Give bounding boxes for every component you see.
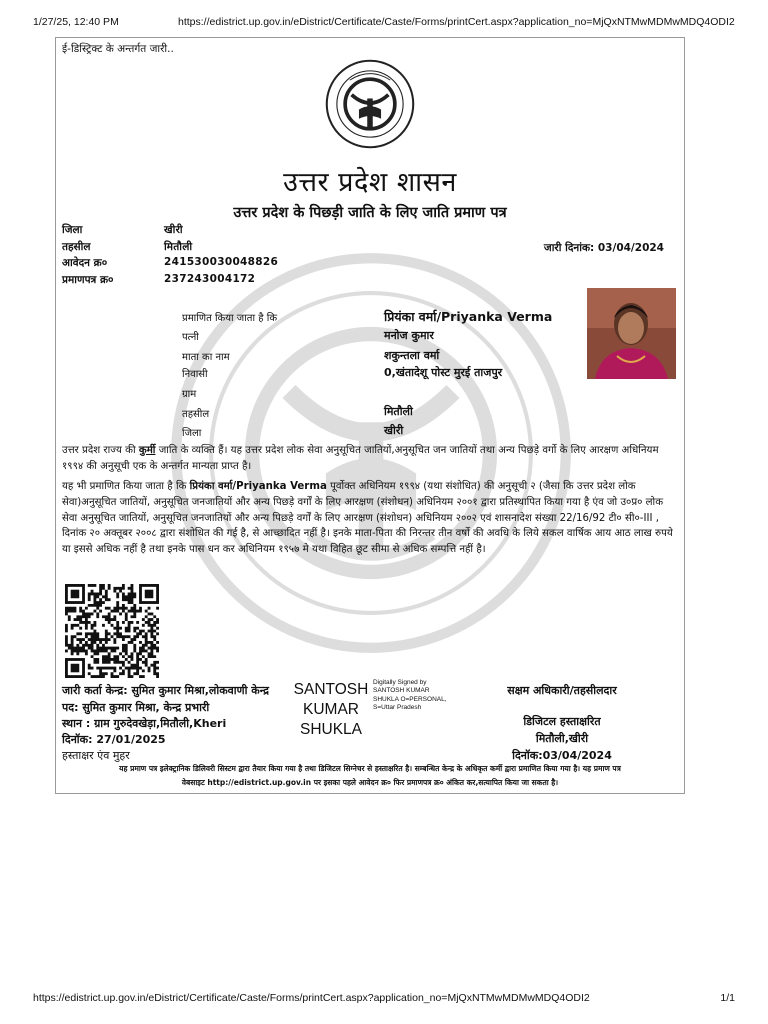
sign-and-seal: हस्ताक्षर एंव मुहर: [62, 749, 130, 762]
digital-detail-line3: SHUKLA O=PERSONAL,: [373, 695, 447, 703]
creamy-layer-part1: यह भी प्रमाणित किया जाता है कि: [62, 481, 190, 492]
detail-district-value: खीरी: [384, 424, 404, 437]
issued-under-text: ई-डिस्ट्रिक्ट के अन्तर्गत जारी..: [62, 43, 174, 55]
print-timestamp: 1/27/25, 12:40 PM: [33, 16, 119, 28]
wife-value: मनोज कुमार: [384, 329, 434, 342]
applicant-photo: [587, 288, 676, 379]
certificate-number-value: 237243004172: [164, 273, 256, 285]
digital-detail-line1: Digitally Signed by: [373, 679, 427, 686]
digital-signature-detail: [373, 679, 447, 713]
district-value: खीरी: [164, 224, 183, 236]
mother-label: माता का नाम: [182, 352, 230, 363]
digital-name-line1: SANTOSH: [293, 681, 369, 698]
qr-code: [64, 584, 160, 678]
issuer-post: पद: सुमित कुमार मिश्रा, केन्द्र प्रभारी: [62, 701, 210, 714]
issue-date-value: 03/04/2024: [597, 242, 664, 254]
footnote-line1: यह प्रमाण पत्र इलेक्ट्रानिक डिलिवरी सिस्टम द्वारा तैयार किया गया है तथा डिजिटल सिग्नेचर से हस्ताक्षरित है। सम्बन्धित केन्द्र के अधिकृत कर्मी द्वारा प्रमाणित किया गया है। यह प्रमाण पत्र: [119, 764, 621, 773]
district-label: जिला: [62, 224, 83, 236]
resident-value: 0,खंतादेशू पोस्ट मुरई ताजपुर: [384, 366, 503, 379]
authority-date: दिनॉक:03/04/2024: [512, 749, 612, 762]
issuer-place: स्थान : ग्राम गुरुदेवखेड़ा,मितौली,Kheri: [62, 717, 227, 730]
digital-name-line3: SHUKLA: [299, 721, 363, 738]
certificate-subtitle: उत्तर प्रदेश के पिछड़ी जाति के लिए जाति प्रमाण पत्र: [233, 205, 507, 221]
tehsil-label: तहसील: [62, 241, 91, 253]
certify-value: प्रियंका वर्मा/Priyanka Verma: [384, 309, 553, 324]
creamy-layer-part2: पूर्वोक्त अधिनियम १९९४ (यथा संशोधित) की अनुसूची २ (जैसा कि उत्तर प्रदेश लोक सेवा)अनुसूचित जातियों, अनुसूचित जनजातियों और अन्य पिछड़े वर्गों के लिए आरक्षण (संशोधन) अधिनियम २००१ द्वारा प्रतिस्थापित किया गया है एंव जो उ०प्र० लोक सेवा अनुसूचित जातियों, अनुसूचित जनजातियों और अन्य पिछड़े वर्गों के लिए आरक्षण (संशोधन) अधिनियम २००२ एवं शासनादेश संख्या 22/16/92 टी० सी०-III , दिनांक २० अक्तूबर २००८ द्वारा संशोधित की गई है, से आच्छादित नहीं है। इनके माता-पिता की निरन्तर तीन वर्षो की अवधि के लिये सकल वार्षिक आय आठ लाख रुपये या इससे अधिक नहीं है तथा इनके पास धन कर अधिनियम १९५७ मे यथा विहित छूट सीमा से अधिक सम्पत्ति नहीं है।: [62, 481, 673, 556]
issue-date: [544, 241, 664, 255]
digitally-signed-label: डिजिटल हस्ताक्षरित: [523, 715, 601, 728]
tehsil-value: मितौली: [164, 241, 193, 253]
applicant-portrait-icon: [587, 288, 676, 379]
digital-detail-line4: S=Uttar Pradesh: [373, 704, 422, 712]
print-url: https://edistrict.up.gov.in/eDistrict/Certificate/Caste/Forms/printCert.aspx?application_no=MjQxNTMwMDMwMDQ4ODI2: [178, 16, 735, 28]
digital-signature-name: [286, 680, 376, 740]
caste-paragraph-part2: जाति के व्यक्ति हैं। यह उत्तर प्रदेश लोक सेवा अनुसूचित जातियों,अनुसूचित जन जातियों तथा अन्य पिछड़े वर्गो के लिए आरक्षण अधिनियम १९९४ की अनुसूची एक के अन्तर्गत मान्यता प्राप्त है।: [62, 445, 659, 472]
mother-value: शकुन्तला वर्मा: [384, 349, 440, 362]
page-number: 1/1: [720, 992, 735, 1004]
applicant-name-inline: प्रियंका वर्मा/Priyanka Verma: [189, 481, 327, 492]
village-label: ग्राम: [182, 389, 197, 400]
detail-tehsil-value: मितौली: [384, 405, 413, 418]
caste-paragraph: [62, 443, 674, 475]
wife-label: पत्नी: [182, 332, 199, 343]
digital-name-line2: KUMAR: [303, 701, 359, 718]
up-government-emblem-icon: [324, 58, 416, 150]
authority-place: मितौली,खीरी: [535, 732, 589, 745]
caste-certificate: [55, 37, 685, 794]
issuer-date: दिनॉक: 27/01/2025: [62, 733, 166, 746]
certificate-title: उत्तर प्रदेश शासन: [283, 167, 457, 198]
resident-label: निवासी: [182, 369, 208, 380]
application-value: 241530030048826: [164, 256, 279, 268]
caste-paragraph-part1: उत्तर प्रदेश राज्य की: [62, 445, 139, 456]
competent-authority: सक्षम अधिकारी/तहसीलदार: [507, 684, 617, 697]
footer-url: https://edistrict.up.gov.in/eDistrict/Certificate/Caste/Forms/printCert.aspx?application_no=MjQxNTMwMDMwMDQ4ODI2: [33, 992, 590, 1004]
detail-tehsil-label: तहसील: [182, 409, 210, 420]
issuing-center: जारी कर्ता केन्द्र: सुमित कुमार मिश्रा,लोकवाणी केन्द्र: [62, 684, 269, 697]
certificate-number-label: प्रमाणपत्र क्र०: [62, 274, 114, 286]
detail-district-label: जिला: [182, 428, 202, 439]
footnote-line2: वेबसाइट http://edistrict.up.gov.in पर इसका पहले आवेदन क्र० फिर प्रमाणपत्र क्र० अंकित कर,सत्यापित किया जा सकता है।: [181, 778, 559, 787]
application-label: आवेदन क्र०: [62, 257, 108, 269]
digital-detail-line2: SANTOSH KUMAR: [373, 687, 430, 695]
certify-label: प्रमाणित किया जाता है कि: [182, 313, 278, 324]
caste-name: कुर्मी: [138, 445, 156, 456]
issue-date-label: जारी दिनांक:: [543, 242, 595, 254]
creamy-layer-paragraph: [62, 479, 674, 558]
